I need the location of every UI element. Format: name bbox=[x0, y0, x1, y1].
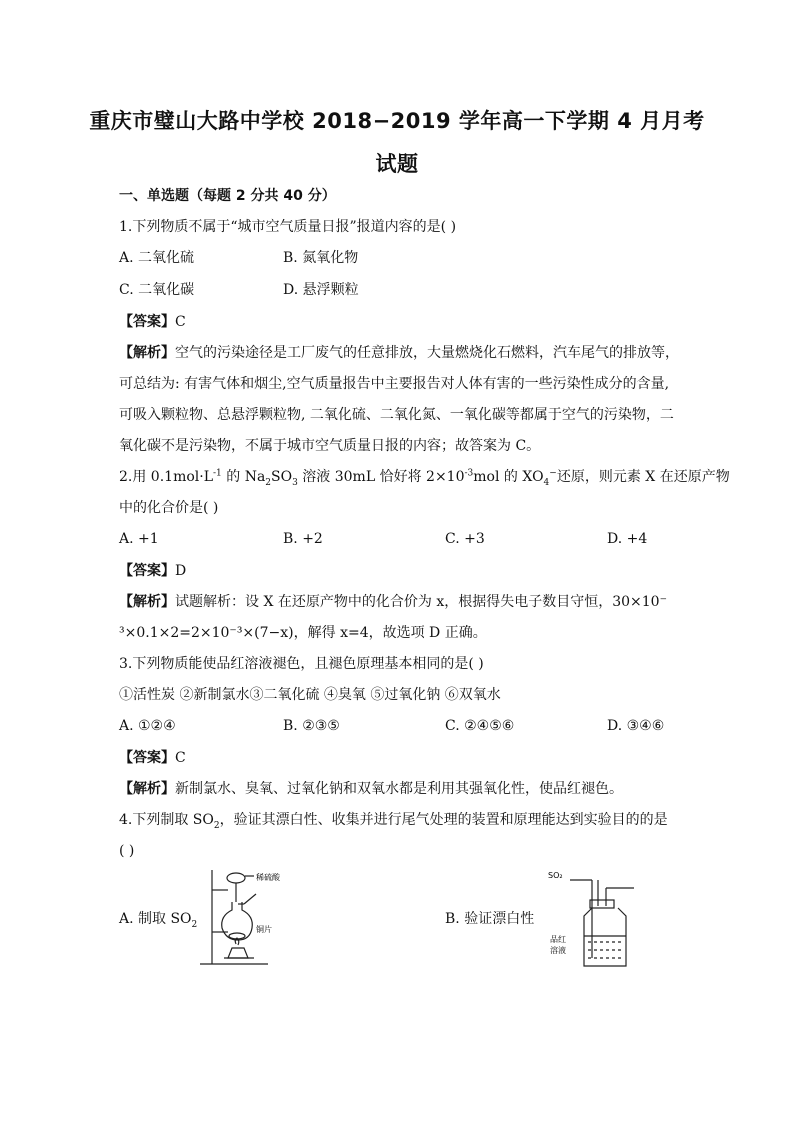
q2-option-a: A. +1 bbox=[119, 531, 159, 547]
stem-text: 2.用 0.1mol·L bbox=[119, 469, 214, 485]
stem-text: 还原，则元素 X 在还原产物 bbox=[556, 469, 730, 485]
question-2-stem bbox=[119, 468, 730, 486]
answer-value: C bbox=[175, 314, 186, 330]
q3-option-b: B. ②③⑤ bbox=[283, 718, 340, 734]
copper-label: 铜片 bbox=[256, 925, 272, 934]
so2-gas-label: SO₂ bbox=[548, 871, 563, 880]
answer-tag: 【答案】 bbox=[119, 314, 175, 330]
superscript: -3 bbox=[464, 468, 474, 479]
answer-value: C bbox=[175, 750, 186, 766]
superscript: -1 bbox=[213, 468, 222, 479]
question-3-stem: 3.下列物质能使品红溶液褪色，且褪色原理基本相同的是( ) bbox=[119, 656, 484, 672]
stem-text: 溶液 30mL 恰好将 2×10 bbox=[297, 469, 465, 485]
q1-analysis-line2: 可总结为: 有害气体和烟尘,空气质量报告中主要报告对人体有害的一些污染性成分的含量, bbox=[119, 376, 670, 392]
q3-analysis bbox=[119, 780, 623, 798]
answer-tag: 【答案】 bbox=[119, 750, 175, 766]
answer-tag: 【答案】 bbox=[119, 563, 175, 579]
q3-option-d: D. ③④⑥ bbox=[607, 718, 665, 734]
q3-items: ①活性炭 ②新制氯水③二氧化硫 ④臭氧 ⑤过氧化钠 ⑥双氧水 bbox=[119, 687, 501, 703]
gas-bottle-figure bbox=[548, 866, 638, 972]
subscript: 4 bbox=[543, 477, 550, 488]
page-title-line2: 试题 bbox=[375, 152, 419, 176]
q4-option-b-label: B. 验证漂白性 bbox=[445, 911, 535, 927]
analysis-tag: 【解析】 bbox=[119, 345, 175, 361]
solution-label-1: 品红 bbox=[550, 935, 566, 944]
question-1-stem: 1.下列物质不属于“城市空气质量日报”报道内容的是( ) bbox=[119, 219, 457, 235]
analysis-tag: 【解析】 bbox=[119, 781, 175, 797]
q1-analysis bbox=[119, 344, 679, 362]
q4-option-a-label bbox=[119, 910, 197, 928]
question-2-stem-line2: 中的化合价是( ) bbox=[119, 500, 219, 516]
q1-option-d: D. 悬浮颗粒 bbox=[283, 282, 359, 298]
page-title: 重庆市璧山大路中学校 2018−2019 学年高一下学期 4 月月考 bbox=[89, 109, 705, 133]
stem-text: ，验证其漂白性、收集并进行尾气处理的装置和原理能达到实验目的的是 bbox=[219, 812, 668, 828]
q2-option-c: C. +3 bbox=[445, 531, 485, 547]
stem-text: SO bbox=[271, 469, 293, 485]
answer-value: D bbox=[175, 563, 187, 579]
solution-label-2: 溶液 bbox=[550, 946, 566, 955]
q2-answer bbox=[119, 562, 186, 580]
q2-option-b: B. +2 bbox=[283, 531, 323, 547]
q3-answer bbox=[119, 749, 186, 767]
question-4-stem-line2: ( ) bbox=[119, 843, 135, 859]
subscript: 2 bbox=[213, 820, 220, 831]
section-heading: 一、单选题（每题 2 分共 40 分） bbox=[119, 188, 336, 204]
q1-option-a: A. 二氧化硫 bbox=[119, 250, 195, 266]
analysis-text: 新制氯水、臭氧、过氧化钠和双氧水都是利用其强氧化性，使品红褪色。 bbox=[175, 781, 623, 797]
q1-option-b: B. 氮氧化物 bbox=[283, 250, 359, 266]
q1-analysis-line4: 氧化碳不是污染物，不属于城市空气质量日报的内容；故答案为 C。 bbox=[119, 438, 541, 454]
subscript: 2 bbox=[191, 919, 198, 930]
q1-answer bbox=[119, 313, 186, 331]
subscript: 3 bbox=[292, 477, 298, 488]
stem-text: mol 的 XO bbox=[473, 469, 544, 485]
acid-label: 稀硫酸 bbox=[256, 873, 280, 882]
q3-option-a: A. ①②④ bbox=[119, 718, 176, 734]
q2-analysis bbox=[119, 593, 667, 611]
stem-text: 的 Na bbox=[221, 469, 266, 485]
q2-analysis-line2: ³×0.1×2=2×10⁻³×(7−x)，解得 x=4，故选项 D 正确。 bbox=[119, 625, 487, 641]
stem-text: 4.下列制取 SO bbox=[119, 812, 214, 828]
analysis-text: 空气的污染途径是工厂废气的任意排放，大量燃烧化石燃料，汽车尾气的排放等， bbox=[175, 345, 679, 361]
superscript: − bbox=[549, 468, 557, 479]
option-text: A. 制取 SO bbox=[119, 911, 192, 927]
subscript: 2 bbox=[265, 477, 272, 488]
q2-option-d: D. +4 bbox=[607, 531, 648, 547]
analysis-text: 试题解析：设 X 在还原产物中的化合价为 x，根据得失电子数目守恒，30×10⁻ bbox=[175, 594, 667, 610]
q1-analysis-line3: 可吸入颗粒物、总悬浮颗粒物, 二氧化硫、二氧化氮、一氧化碳等都属于空气的污染物，二 bbox=[119, 407, 674, 423]
question-4-stem bbox=[119, 811, 668, 829]
q3-option-c: C. ②④⑤⑥ bbox=[445, 718, 515, 734]
analysis-tag: 【解析】 bbox=[119, 594, 175, 610]
q1-option-c: C. 二氧化碳 bbox=[119, 282, 195, 298]
flask-apparatus-figure bbox=[198, 858, 290, 970]
